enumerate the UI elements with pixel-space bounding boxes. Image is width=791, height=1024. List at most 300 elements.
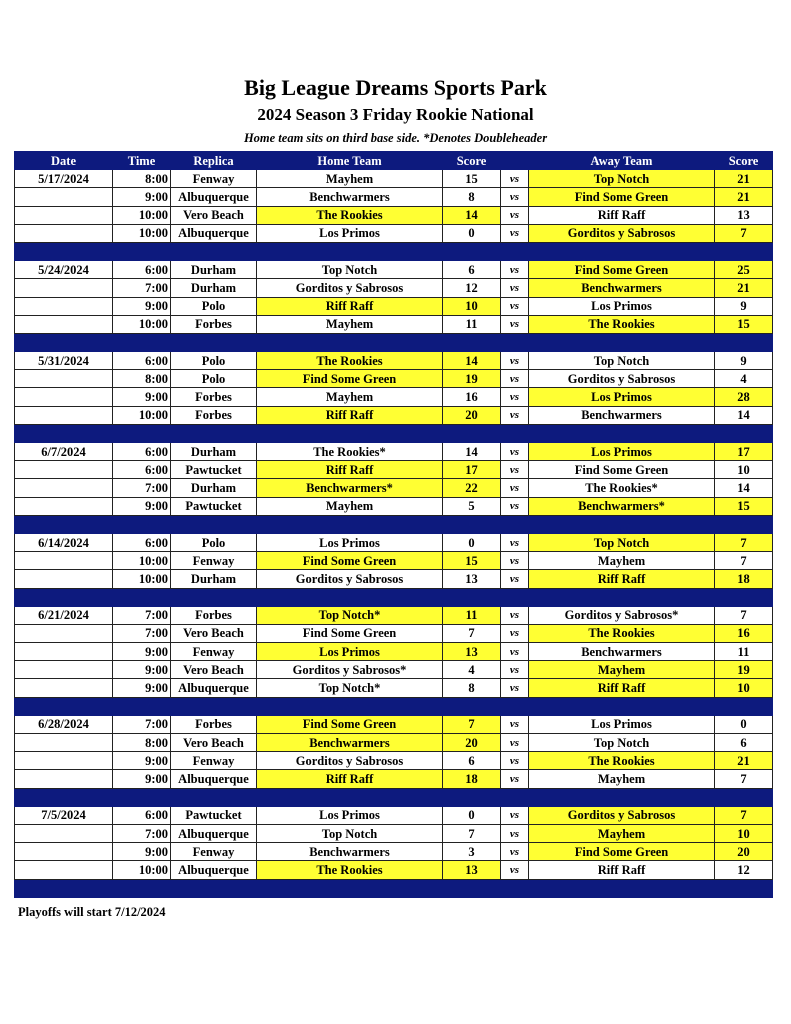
week-separator xyxy=(15,697,773,715)
home-score: 20 xyxy=(443,406,501,424)
table-row xyxy=(15,279,773,297)
home-team: Benchwarmers* xyxy=(257,479,443,497)
home-score: 20 xyxy=(443,734,501,752)
game-date: 5/31/2024 xyxy=(15,352,113,370)
game-replica: Durham xyxy=(171,479,257,497)
game-time: 10:00 xyxy=(113,406,171,424)
away-team: The Rookies xyxy=(529,624,715,642)
table-row xyxy=(15,461,773,479)
game-date xyxy=(15,643,113,661)
away-score: 7 xyxy=(715,606,773,624)
home-score: 4 xyxy=(443,661,501,679)
away-team: Gorditos y Sabrosos* xyxy=(529,606,715,624)
game-date xyxy=(15,824,113,842)
separator-cell xyxy=(113,788,171,806)
home-team: Find Some Green xyxy=(257,624,443,642)
away-team: Gorditos y Sabrosos xyxy=(529,224,715,242)
vs-label: vs xyxy=(501,679,529,697)
vs-label: vs xyxy=(501,261,529,279)
separator-cell xyxy=(529,333,715,351)
away-score: 14 xyxy=(715,479,773,497)
vs-label: vs xyxy=(501,552,529,570)
vs-label: vs xyxy=(501,643,529,661)
away-score: 21 xyxy=(715,279,773,297)
table-row xyxy=(15,679,773,697)
game-replica: Polo xyxy=(171,533,257,551)
vs-label: vs xyxy=(501,770,529,788)
separator-cell xyxy=(501,697,529,715)
vs-label: vs xyxy=(501,497,529,515)
game-time: 9:00 xyxy=(113,843,171,861)
vs-label: vs xyxy=(501,297,529,315)
game-date: 7/5/2024 xyxy=(15,806,113,824)
separator-cell xyxy=(257,879,443,897)
vs-label: vs xyxy=(501,606,529,624)
game-replica: Fenway xyxy=(171,643,257,661)
game-date xyxy=(15,297,113,315)
separator-cell xyxy=(715,788,773,806)
game-replica: Vero Beach xyxy=(171,734,257,752)
vs-label: vs xyxy=(501,388,529,406)
away-team: Los Primos xyxy=(529,443,715,461)
vs-label: vs xyxy=(501,715,529,733)
home-team: Top Notch* xyxy=(257,606,443,624)
away-team: Riff Raff xyxy=(529,206,715,224)
away-team: Gorditos y Sabrosos xyxy=(529,806,715,824)
game-replica: Forbes xyxy=(171,715,257,733)
vs-label: vs xyxy=(501,443,529,461)
separator-cell xyxy=(501,242,529,260)
away-team: Riff Raff xyxy=(529,570,715,588)
game-time: 6:00 xyxy=(113,443,171,461)
game-date xyxy=(15,315,113,333)
separator-cell xyxy=(15,788,113,806)
game-date xyxy=(15,479,113,497)
game-replica: Albuquerque xyxy=(171,770,257,788)
col-date: Date xyxy=(15,152,113,170)
away-score: 25 xyxy=(715,261,773,279)
game-date xyxy=(15,861,113,879)
away-score: 10 xyxy=(715,461,773,479)
separator-cell xyxy=(443,242,501,260)
vs-label: vs xyxy=(501,533,529,551)
schedule-body xyxy=(15,170,773,898)
away-score: 4 xyxy=(715,370,773,388)
game-replica: Vero Beach xyxy=(171,624,257,642)
game-time: 9:00 xyxy=(113,388,171,406)
separator-cell xyxy=(501,788,529,806)
away-score: 21 xyxy=(715,170,773,188)
game-time: 9:00 xyxy=(113,297,171,315)
away-team: Benchwarmers* xyxy=(529,497,715,515)
game-date xyxy=(15,770,113,788)
home-score: 18 xyxy=(443,770,501,788)
game-replica: Albuquerque xyxy=(171,824,257,842)
away-score: 7 xyxy=(715,224,773,242)
game-time: 10:00 xyxy=(113,552,171,570)
game-time: 7:00 xyxy=(113,624,171,642)
home-team: Top Notch xyxy=(257,824,443,842)
separator-cell xyxy=(715,424,773,442)
game-replica: Fenway xyxy=(171,843,257,861)
game-time: 9:00 xyxy=(113,770,171,788)
table-row xyxy=(15,734,773,752)
table-row xyxy=(15,624,773,642)
away-team: Find Some Green xyxy=(529,461,715,479)
separator-cell xyxy=(443,588,501,606)
home-team: Gorditos y Sabrosos* xyxy=(257,661,443,679)
home-team: The Rookies* xyxy=(257,443,443,461)
vs-label: vs xyxy=(501,461,529,479)
vs-label: vs xyxy=(501,752,529,770)
away-score: 13 xyxy=(715,206,773,224)
away-team: The Rookies xyxy=(529,752,715,770)
home-score: 13 xyxy=(443,643,501,661)
separator-cell xyxy=(715,333,773,351)
home-team: Riff Raff xyxy=(257,297,443,315)
home-team: Benchwarmers xyxy=(257,843,443,861)
separator-cell xyxy=(15,879,113,897)
away-score: 6 xyxy=(715,734,773,752)
table-row xyxy=(15,206,773,224)
game-replica: Polo xyxy=(171,352,257,370)
game-replica: Pawtucket xyxy=(171,461,257,479)
week-separator xyxy=(15,333,773,351)
away-team: Mayhem xyxy=(529,770,715,788)
game-date: 6/28/2024 xyxy=(15,715,113,733)
game-date xyxy=(15,406,113,424)
away-team: Benchwarmers xyxy=(529,406,715,424)
separator-cell xyxy=(15,515,113,533)
separator-cell xyxy=(113,515,171,533)
away-score: 0 xyxy=(715,715,773,733)
game-time: 6:00 xyxy=(113,352,171,370)
vs-label: vs xyxy=(501,170,529,188)
game-time: 7:00 xyxy=(113,279,171,297)
separator-cell xyxy=(715,242,773,260)
table-row xyxy=(15,188,773,206)
separator-cell xyxy=(529,515,715,533)
vs-label: vs xyxy=(501,206,529,224)
away-team: Los Primos xyxy=(529,297,715,315)
game-date xyxy=(15,752,113,770)
home-score: 7 xyxy=(443,824,501,842)
separator-cell xyxy=(715,879,773,897)
away-team: Top Notch xyxy=(529,734,715,752)
vs-label: vs xyxy=(501,570,529,588)
separator-cell xyxy=(15,424,113,442)
table-row xyxy=(15,388,773,406)
home-score: 15 xyxy=(443,552,501,570)
game-replica: Albuquerque xyxy=(171,679,257,697)
game-time: 7:00 xyxy=(113,824,171,842)
table-row xyxy=(15,406,773,424)
away-score: 12 xyxy=(715,861,773,879)
separator-cell xyxy=(443,333,501,351)
separator-cell xyxy=(529,242,715,260)
home-score: 14 xyxy=(443,206,501,224)
separator-cell xyxy=(501,424,529,442)
home-team: Gorditos y Sabrosos xyxy=(257,570,443,588)
home-team: Mayhem xyxy=(257,315,443,333)
away-team: Top Notch xyxy=(529,352,715,370)
away-score: 7 xyxy=(715,770,773,788)
table-row xyxy=(15,661,773,679)
home-team: The Rookies xyxy=(257,206,443,224)
home-score: 15 xyxy=(443,170,501,188)
table-row xyxy=(15,479,773,497)
home-team: The Rookies xyxy=(257,861,443,879)
game-time: 6:00 xyxy=(113,461,171,479)
home-score: 16 xyxy=(443,388,501,406)
away-score: 16 xyxy=(715,624,773,642)
game-time: 8:00 xyxy=(113,170,171,188)
vs-label: vs xyxy=(501,406,529,424)
home-team: Find Some Green xyxy=(257,370,443,388)
table-row xyxy=(15,770,773,788)
separator-cell xyxy=(15,242,113,260)
game-replica: Forbes xyxy=(171,315,257,333)
game-time: 7:00 xyxy=(113,479,171,497)
table-row xyxy=(15,752,773,770)
week-separator xyxy=(15,242,773,260)
home-team: Mayhem xyxy=(257,388,443,406)
table-row xyxy=(15,352,773,370)
away-score: 15 xyxy=(715,315,773,333)
game-time: 9:00 xyxy=(113,679,171,697)
separator-cell xyxy=(257,788,443,806)
separator-cell xyxy=(15,697,113,715)
home-team: Mayhem xyxy=(257,170,443,188)
game-time: 10:00 xyxy=(113,315,171,333)
table-row xyxy=(15,606,773,624)
col-vs xyxy=(501,152,529,170)
away-score: 10 xyxy=(715,824,773,842)
game-date xyxy=(15,661,113,679)
week-separator xyxy=(15,788,773,806)
home-score: 14 xyxy=(443,352,501,370)
home-score: 3 xyxy=(443,843,501,861)
separator-cell xyxy=(171,788,257,806)
game-time: 10:00 xyxy=(113,206,171,224)
week-separator xyxy=(15,515,773,533)
header-row xyxy=(15,152,773,170)
home-score: 11 xyxy=(443,315,501,333)
separator-cell xyxy=(171,697,257,715)
separator-cell xyxy=(171,242,257,260)
vs-label: vs xyxy=(501,661,529,679)
game-date: 5/24/2024 xyxy=(15,261,113,279)
home-team: The Rookies xyxy=(257,352,443,370)
game-time: 9:00 xyxy=(113,188,171,206)
separator-cell xyxy=(257,333,443,351)
home-score: 11 xyxy=(443,606,501,624)
game-time: 10:00 xyxy=(113,570,171,588)
game-replica: Fenway xyxy=(171,170,257,188)
game-time: 10:00 xyxy=(113,224,171,242)
home-score: 17 xyxy=(443,461,501,479)
away-team: Mayhem xyxy=(529,824,715,842)
separator-cell xyxy=(171,515,257,533)
game-date xyxy=(15,461,113,479)
game-date xyxy=(15,188,113,206)
away-score: 10 xyxy=(715,679,773,697)
away-team: Riff Raff xyxy=(529,861,715,879)
separator-cell xyxy=(171,333,257,351)
game-replica: Forbes xyxy=(171,388,257,406)
game-time: 10:00 xyxy=(113,861,171,879)
home-score: 19 xyxy=(443,370,501,388)
col-home-score: Score xyxy=(443,152,501,170)
home-team: Top Notch xyxy=(257,261,443,279)
home-team: Gorditos y Sabrosos xyxy=(257,279,443,297)
away-team: Mayhem xyxy=(529,661,715,679)
game-replica: Pawtucket xyxy=(171,497,257,515)
away-team: Top Notch xyxy=(529,533,715,551)
away-score: 11 xyxy=(715,643,773,661)
game-time: 8:00 xyxy=(113,370,171,388)
separator-cell xyxy=(529,424,715,442)
separator-cell xyxy=(501,515,529,533)
game-replica: Pawtucket xyxy=(171,806,257,824)
home-score: 8 xyxy=(443,188,501,206)
home-team: Los Primos xyxy=(257,533,443,551)
home-score: 13 xyxy=(443,861,501,879)
separator-cell xyxy=(501,879,529,897)
playoffs-note: Playoffs will start 7/12/2024 xyxy=(18,905,166,919)
separator-cell xyxy=(113,333,171,351)
game-date xyxy=(15,206,113,224)
home-team: Riff Raff xyxy=(257,461,443,479)
home-score: 0 xyxy=(443,533,501,551)
table-row xyxy=(15,715,773,733)
game-date xyxy=(15,224,113,242)
separator-cell xyxy=(529,588,715,606)
separator-cell xyxy=(257,588,443,606)
away-score: 19 xyxy=(715,661,773,679)
away-team: Benchwarmers xyxy=(529,643,715,661)
home-team: Gorditos y Sabrosos xyxy=(257,752,443,770)
away-score: 7 xyxy=(715,533,773,551)
away-team: Gorditos y Sabrosos xyxy=(529,370,715,388)
vs-label: vs xyxy=(501,824,529,842)
game-replica: Vero Beach xyxy=(171,661,257,679)
away-score: 18 xyxy=(715,570,773,588)
vs-label: vs xyxy=(501,224,529,242)
game-date: 5/17/2024 xyxy=(15,170,113,188)
table-row xyxy=(15,497,773,515)
vs-label: vs xyxy=(501,352,529,370)
separator-cell xyxy=(257,424,443,442)
separator-cell xyxy=(501,333,529,351)
separator-cell xyxy=(113,242,171,260)
table-row xyxy=(15,170,773,188)
home-team: Top Notch* xyxy=(257,679,443,697)
home-score: 0 xyxy=(443,224,501,242)
home-score: 6 xyxy=(443,752,501,770)
away-score: 7 xyxy=(715,806,773,824)
game-date xyxy=(15,734,113,752)
away-team: Mayhem xyxy=(529,552,715,570)
vs-label: vs xyxy=(501,734,529,752)
home-team: Benchwarmers xyxy=(257,734,443,752)
separator-cell xyxy=(443,788,501,806)
separator-cell xyxy=(529,697,715,715)
away-team: Find Some Green xyxy=(529,188,715,206)
home-score: 22 xyxy=(443,479,501,497)
game-time: 7:00 xyxy=(113,606,171,624)
away-score: 9 xyxy=(715,352,773,370)
away-score: 15 xyxy=(715,497,773,515)
home-team: Los Primos xyxy=(257,806,443,824)
separator-cell xyxy=(257,515,443,533)
table-row xyxy=(15,806,773,824)
game-replica: Albuquerque xyxy=(171,188,257,206)
game-time: 6:00 xyxy=(113,261,171,279)
table-row xyxy=(15,843,773,861)
game-replica: Albuquerque xyxy=(171,224,257,242)
game-replica: Durham xyxy=(171,570,257,588)
home-score: 14 xyxy=(443,443,501,461)
home-score: 0 xyxy=(443,806,501,824)
separator-cell xyxy=(15,333,113,351)
away-score: 7 xyxy=(715,552,773,570)
game-date xyxy=(15,843,113,861)
away-team: Los Primos xyxy=(529,388,715,406)
home-team: Mayhem xyxy=(257,497,443,515)
game-replica: Durham xyxy=(171,279,257,297)
home-team: Riff Raff xyxy=(257,406,443,424)
vs-label: vs xyxy=(501,315,529,333)
vs-label: vs xyxy=(501,806,529,824)
separator-cell xyxy=(113,697,171,715)
separator-cell xyxy=(529,879,715,897)
home-score: 6 xyxy=(443,261,501,279)
game-date xyxy=(15,679,113,697)
separator-cell xyxy=(257,242,443,260)
game-date xyxy=(15,388,113,406)
game-date: 6/14/2024 xyxy=(15,533,113,551)
table-row xyxy=(15,443,773,461)
separator-cell xyxy=(715,588,773,606)
game-date xyxy=(15,570,113,588)
schedule-note: Home team sits on third base side. *Denotes Doubleheader xyxy=(243,131,548,145)
game-replica: Forbes xyxy=(171,406,257,424)
separator-cell xyxy=(257,697,443,715)
separator-cell xyxy=(443,515,501,533)
game-time: 9:00 xyxy=(113,643,171,661)
separator-cell xyxy=(443,424,501,442)
home-score: 5 xyxy=(443,497,501,515)
game-time: 9:00 xyxy=(113,661,171,679)
separator-cell xyxy=(715,697,773,715)
vs-label: vs xyxy=(501,843,529,861)
table-row xyxy=(15,261,773,279)
home-score: 12 xyxy=(443,279,501,297)
game-replica: Fenway xyxy=(171,752,257,770)
table-row xyxy=(15,643,773,661)
away-team: Find Some Green xyxy=(529,843,715,861)
away-team: Riff Raff xyxy=(529,679,715,697)
away-score: 17 xyxy=(715,443,773,461)
game-time: 9:00 xyxy=(113,752,171,770)
away-score: 21 xyxy=(715,752,773,770)
away-team: Find Some Green xyxy=(529,261,715,279)
col-away-team: Away Team xyxy=(529,152,715,170)
game-date xyxy=(15,279,113,297)
home-score: 10 xyxy=(443,297,501,315)
vs-label: vs xyxy=(501,479,529,497)
